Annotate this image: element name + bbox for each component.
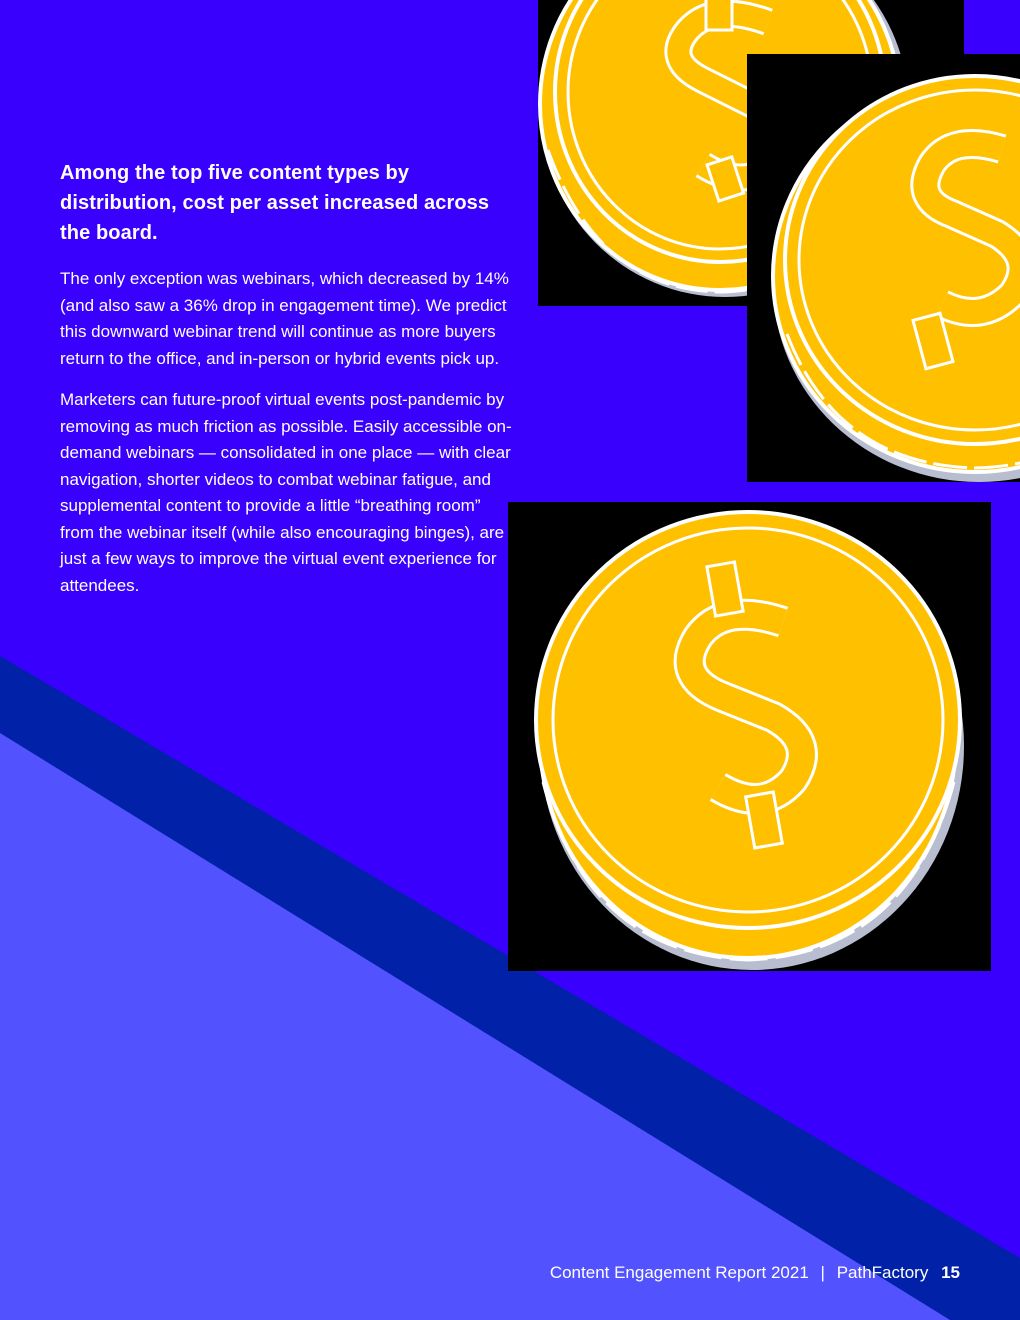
body-paragraph-future-proof: Marketers can future-proof virtual events post-pandemic by removing as much friction as possible. Easily accessible on-demand webinars — consolidated in one place — with clear navigation, shorter videos to combat webinar fatigue, and supplemental content to provide a little “breathing room” from the webinar itself (while also encouraging binges), are just a few ways to improve the virtual event experience for attendees. [60, 390, 512, 595]
section-headline: Among the top five content types by distribution, cost per asset increased across the board. [60, 162, 490, 244]
footer-report-title: Content Engagement Report 2021 [549, 1263, 809, 1282]
body-paragraph-webinar-exception: The only exception was webinars, which decreased by 14% (and also saw a 36% drop in engagement time). We predict this downward webinar trend will continue as more buyers return to the office, and in-person or hybrid events pick up. [60, 269, 509, 368]
dollar-coin-icon [508, 502, 991, 971]
main-text-column [60, 158, 512, 614]
dollar-coin-icon [747, 54, 1020, 482]
coin-illustration-bottom [508, 502, 991, 971]
page-footer [550, 1260, 960, 1286]
footer-company: PathFactory [836, 1263, 929, 1282]
coin-illustration-right [747, 54, 1020, 482]
page-number: 15 [941, 1263, 960, 1282]
footer-separator: | [820, 1263, 825, 1282]
